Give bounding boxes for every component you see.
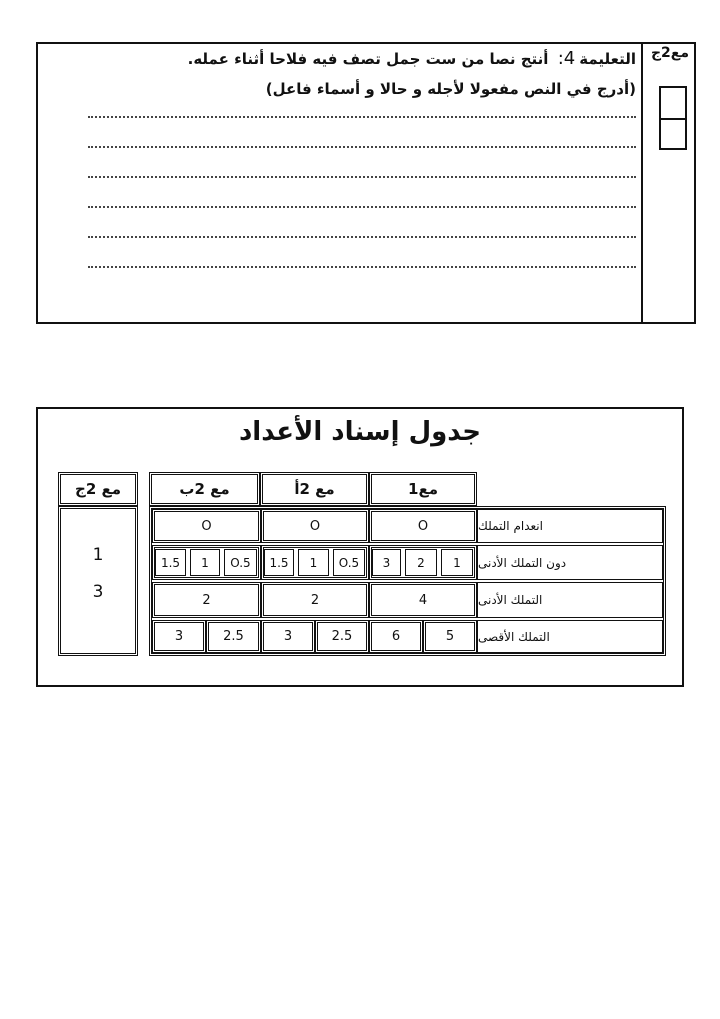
header-m2j: مع 2ج — [58, 472, 138, 506]
cell-r4-m2a-a: 3 — [261, 620, 315, 653]
score-box: 1 — [190, 549, 220, 576]
score-box-top[interactable] — [661, 88, 685, 120]
row-label-below-min: دون التملك الأدنى — [477, 545, 663, 580]
header-m2b: مع 2ب — [149, 472, 260, 506]
answer-line[interactable] — [88, 176, 636, 178]
row-label-max: التملك الأقصى — [477, 620, 663, 653]
m2j-value: 3 — [92, 582, 104, 602]
header-m2a: مع 2أ — [260, 472, 369, 506]
answer-line[interactable] — [88, 206, 636, 208]
cell-r1-m2b: O — [152, 509, 261, 543]
score-box: 1 — [298, 549, 329, 576]
criterion-label: مع2ج — [650, 45, 690, 61]
cell-r4-m2b-b: 2.5 — [206, 620, 261, 653]
m2j-column — [58, 506, 138, 656]
cell-r4-m2a-b: 2.5 — [315, 620, 369, 653]
score-box: 1.5 — [264, 549, 294, 576]
answer-line[interactable] — [88, 236, 636, 238]
row-label-min: التملك الأدنى — [477, 582, 663, 618]
cell-r1-m1: O — [369, 509, 477, 543]
instruction-label: التعليمة — [579, 50, 636, 68]
cell-r1-m2a: O — [261, 509, 369, 543]
answer-line[interactable] — [88, 146, 636, 148]
m2j-value: 1 — [92, 545, 104, 565]
cell-r4-m2b-a: 3 — [152, 620, 206, 653]
score-box: O.5 — [224, 549, 257, 576]
instruction-number: 4: — [557, 48, 576, 69]
cell-r3-m2b: 2 — [152, 582, 261, 618]
score-box: 2 — [405, 549, 437, 576]
cell-r3-m2a: 2 — [261, 582, 369, 618]
score-box: 1.5 — [155, 549, 186, 576]
answer-line[interactable] — [88, 266, 636, 268]
cell-r4-m1-b: 5 — [423, 620, 477, 653]
instruction-line — [150, 48, 636, 69]
score-box: 3 — [372, 549, 401, 576]
score-box-bottom[interactable] — [661, 120, 685, 150]
score-box: O.5 — [333, 549, 365, 576]
criterion-score-boxes[interactable] — [659, 86, 687, 150]
score-box: 1 — [441, 549, 473, 576]
cell-r4-m1-a: 6 — [369, 620, 423, 653]
answer-line[interactable] — [88, 116, 636, 118]
row-label-none: انعدام التملك — [477, 509, 663, 543]
cell-r3-m1: 4 — [369, 582, 477, 618]
header-m1: مع1 — [369, 472, 477, 506]
instruction-text: أنتج نصا من ست جمل تصف فيه فلاحا أثناء عمله. — [187, 50, 549, 68]
instruction-subtext: (أدرج في النص مفعولا لأجله و حالا و أسماء فاعل) — [265, 80, 636, 98]
grading-title: جدول إسناد الأعداد — [238, 417, 482, 447]
instruction-divider — [641, 42, 643, 324]
